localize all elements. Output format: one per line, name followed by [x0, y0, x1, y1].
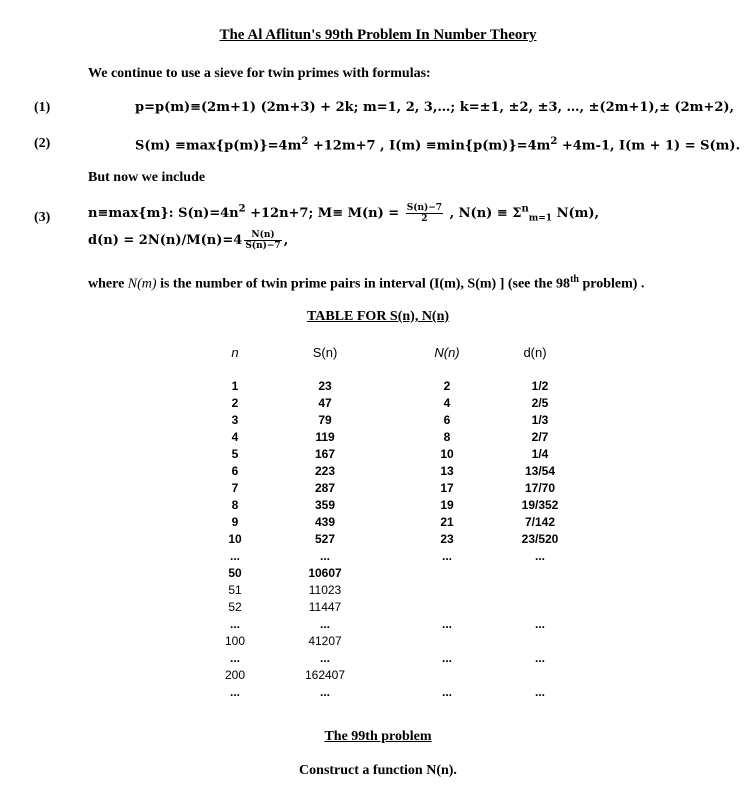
table-cell-N: 10 — [440, 447, 454, 461]
table-cell-s: 167 — [314, 447, 336, 461]
table-cell-s: 119 — [315, 430, 335, 444]
eq3-line1-d: N(m), — [552, 206, 600, 221]
table-cell-d: ... — [534, 549, 545, 563]
table-cell-s: 79 — [318, 413, 332, 427]
table-cell-N: 13 — [440, 464, 454, 478]
table-cell-d: ... — [534, 617, 545, 631]
table-cell-d: 23/520 — [521, 532, 559, 546]
table-cell-N — [412, 667, 482, 684]
document-title: The Al Aflitun's 99th Problem In Number Theory — [219, 27, 537, 43]
eq3-frac-d-den: S(n)−7 — [245, 241, 281, 251]
table-cell-d: 19/352 — [521, 498, 559, 512]
table-cell-N: ... — [441, 651, 452, 665]
table-cell-n: ... — [229, 651, 240, 665]
table-cell-d — [500, 667, 580, 684]
table-cell-N: ... — [441, 549, 452, 563]
eq3-frac-m-num: S(n)−7 — [406, 203, 443, 213]
table-cell-N: 4 — [443, 396, 451, 410]
table-cell-s: 47 — [318, 396, 332, 410]
table-cell-n: 6 — [231, 464, 239, 478]
eq3-line2 — [88, 230, 288, 251]
table-cell-d: 17/70 — [524, 481, 556, 495]
table-cell-d — [500, 633, 580, 650]
eq1-number: (1) — [34, 100, 51, 115]
where-a: where — [88, 276, 128, 292]
eq2-part-b: +12m+7 , I(m) ≡min{p(m)}=4m — [308, 138, 551, 154]
table-cell-s: 11023 — [308, 583, 342, 597]
table-cell-d: 2/5 — [531, 396, 549, 410]
table-cell-s: 287 — [314, 481, 336, 495]
table-cell-N — [412, 565, 482, 582]
eq2-number: (2) — [34, 136, 51, 151]
table-cell-d: 1/2 — [531, 379, 549, 393]
table-cell-n: 2 — [231, 396, 239, 410]
eq3-number: (3) — [34, 210, 51, 225]
table-column-s — [290, 378, 360, 701]
table-column-d — [500, 378, 580, 701]
table-cell-s: ... — [319, 617, 330, 631]
task-text: Construct a function N(n). — [299, 763, 457, 778]
table-cell-n: 1 — [231, 379, 239, 393]
table-cell-n: 5 — [231, 447, 239, 461]
table-cell-s: 223 — [314, 464, 336, 478]
table-cell-N: 23 — [440, 532, 454, 546]
intro-text: We continue to use a sieve for twin primes with formulas: — [88, 66, 431, 81]
table-cell-n: 7 — [231, 481, 239, 495]
table-cell-n: 51 — [228, 583, 242, 597]
eq1-formula: p=p(m)≡(2m+1) (2m+3) + 2k; m=1, 2, 3,…; k=±1, ±2, ±3, …, ±(2m+1),± (2m+2), — [135, 100, 735, 115]
table-cell-s: ... — [319, 549, 330, 563]
eq3-line2-a: d(n) = 2N(n)/M(n)=4 — [88, 233, 243, 248]
table-cell-d: 2/7 — [531, 430, 549, 444]
eq2-formula — [135, 136, 740, 153]
eq3-line1 — [88, 203, 599, 224]
but-now-text: But now we include — [88, 170, 206, 185]
eq2-sup-b: 2 — [550, 136, 558, 147]
table-cell-s: 41207 — [308, 634, 342, 648]
table-cell-n: 200 — [224, 668, 246, 682]
table-cell-n: 9 — [231, 515, 239, 529]
table-cell-d: 7/142 — [524, 515, 556, 529]
table-cell-s: 439 — [314, 515, 336, 529]
table-header-s: S(n) — [312, 345, 338, 360]
eq3-frac-d — [244, 230, 281, 251]
table-cell-N — [412, 599, 482, 616]
where-b: N(m) — [127, 276, 157, 292]
table-cell-d — [500, 582, 580, 599]
where-text — [88, 274, 644, 293]
table-cell-N: 8 — [443, 430, 451, 444]
table-cell-d: 1/3 — [531, 413, 549, 427]
table-cell-N: 2 — [443, 379, 451, 393]
table-cell-N: 6 — [443, 413, 451, 427]
table-cell-d — [500, 599, 580, 616]
table-cell-s: 11447 — [308, 600, 342, 614]
table-cell-d: 1/4 — [531, 447, 549, 461]
table-cell-s: 10607 — [308, 566, 342, 580]
eq3-frac-d-num: N(n) — [244, 230, 281, 241]
eq3-line1-a: n≡max{m}: S(n)=4n — [88, 206, 239, 221]
table-header-n: n — [231, 345, 239, 360]
table-cell-n: 100 — [224, 634, 246, 648]
table-cell-s: 527 — [314, 532, 336, 546]
eq3-line1-c: , N(n) ≡ Σ — [445, 206, 522, 221]
where-d: problem) . — [578, 276, 645, 292]
table-header-d: d(n) — [523, 345, 547, 360]
table-cell-n: 4 — [231, 430, 239, 444]
table-cell-d — [500, 565, 580, 582]
table-cell-d: 13/54 — [524, 464, 556, 478]
table-cell-n: 8 — [231, 498, 239, 512]
eq3-frac-m — [406, 203, 443, 224]
table-cell-s: 162407 — [304, 668, 346, 682]
table-column-N — [412, 378, 482, 701]
table-cell-n: 10 — [228, 532, 242, 546]
table-cell-N: ... — [441, 685, 452, 699]
table-cell-N: 21 — [440, 515, 454, 529]
eq3-sum-sup: n — [521, 203, 529, 215]
table-header-N: N(n) — [434, 345, 460, 360]
table-cell-n: ... — [229, 685, 240, 699]
table-cell-d: ... — [534, 651, 545, 665]
table-cell-s: ... — [319, 685, 330, 699]
table-cell-s: 23 — [318, 379, 332, 393]
eq2-part-a: S(m) ≡max{p(m)}=4m — [135, 138, 302, 154]
eq3-line2-b: , — [283, 233, 289, 248]
eq2-sup-a: 2 — [301, 136, 309, 147]
table-cell-N: 19 — [440, 498, 454, 512]
table-cell-N — [412, 633, 482, 650]
table-title: TABLE FOR S(n), N(n) — [306, 309, 450, 324]
problem-title: The 99th problem — [324, 729, 432, 744]
table-cell-n: 3 — [231, 413, 239, 427]
table-cell-n: 52 — [228, 600, 242, 614]
eq3-sum-sub: m=1 — [528, 213, 553, 224]
table-cell-n: ... — [229, 549, 240, 563]
table-cell-N: 17 — [440, 481, 454, 495]
where-c: is the number of twin prime pairs in interval (I(m), S(m) ] (see the 98 — [156, 276, 571, 292]
table-cell-N — [412, 582, 482, 599]
table-cell-n: ... — [229, 617, 240, 631]
where-sup: th — [570, 274, 579, 285]
table-cell-n: 50 — [228, 566, 242, 580]
eq3-sup: 2 — [238, 203, 246, 215]
table-column-n — [215, 378, 255, 701]
table-cell-s: 359 — [314, 498, 336, 512]
eq3-frac-m-den: 2 — [421, 214, 428, 224]
table-cell-d: ... — [534, 685, 545, 699]
eq2-part-c: +4m-1, I(m + 1) = S(m). — [557, 138, 741, 154]
eq3-line1-b: +12n+7; M≡ M(n) = — [245, 206, 404, 221]
table-cell-s: ... — [319, 651, 330, 665]
table-cell-N: ... — [441, 617, 452, 631]
